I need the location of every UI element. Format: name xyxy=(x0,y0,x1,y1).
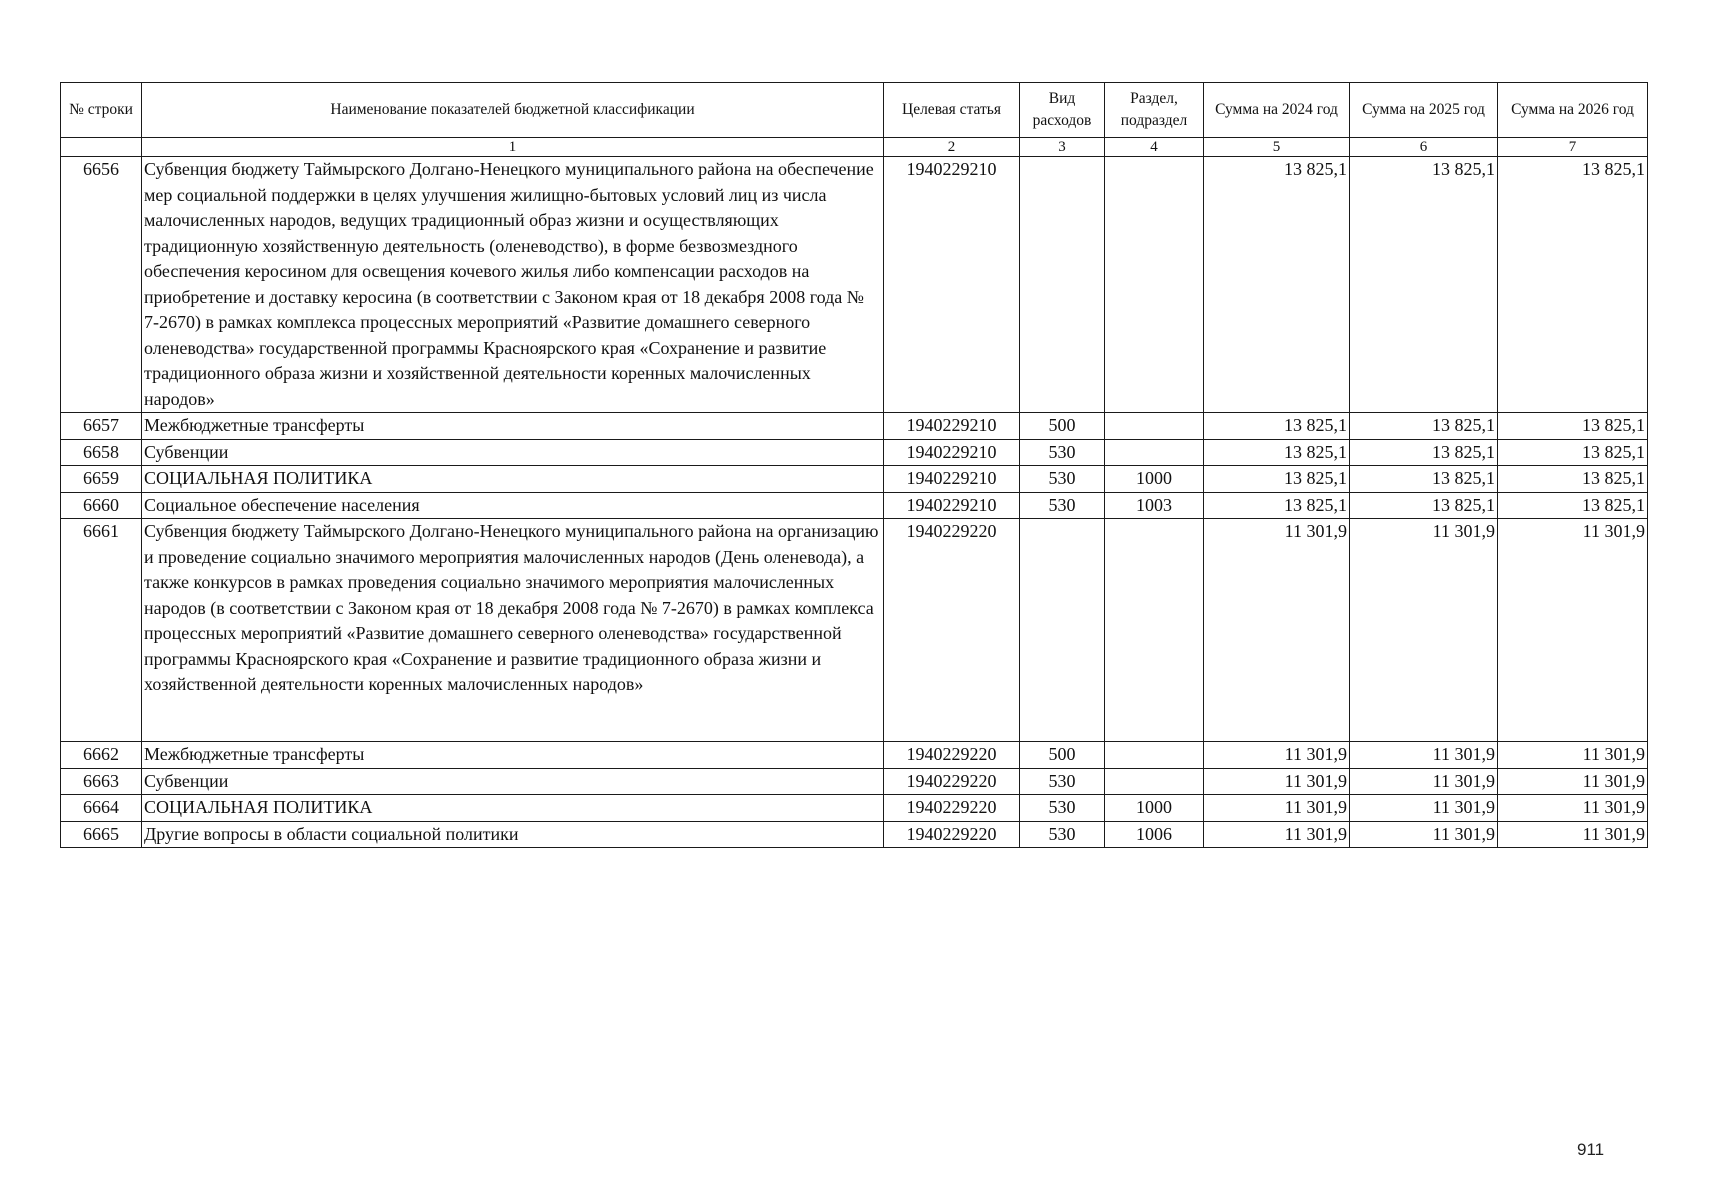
row-sum-2025: 13 825,1 xyxy=(1350,466,1498,493)
row-target: 1940229210 xyxy=(884,466,1020,493)
row-sum-2026: 11 301,9 xyxy=(1498,795,1648,822)
row-sum-2026: 11 301,9 xyxy=(1498,519,1648,742)
row-sum-2026: 13 825,1 xyxy=(1498,466,1648,493)
row-razdel xyxy=(1105,439,1204,466)
row-number: 6660 xyxy=(61,492,142,519)
row-vid: 530 xyxy=(1020,492,1105,519)
header-target: Целевая статья xyxy=(884,83,1020,138)
row-sum-2024: 11 301,9 xyxy=(1204,742,1350,769)
header-vid: Вид расходов xyxy=(1020,83,1105,138)
table-row xyxy=(61,795,1648,822)
row-sum-2024: 11 301,9 xyxy=(1204,768,1350,795)
row-sum-2026: 13 825,1 xyxy=(1498,439,1648,466)
row-sum-2024: 13 825,1 xyxy=(1204,413,1350,440)
column-number-row xyxy=(61,138,1648,157)
row-sum-2024: 11 301,9 xyxy=(1204,519,1350,742)
budget-table xyxy=(60,82,1648,848)
row-number: 6663 xyxy=(61,768,142,795)
row-sum-2024: 11 301,9 xyxy=(1204,821,1350,848)
row-sum-2026: 11 301,9 xyxy=(1498,821,1648,848)
row-sum-2025: 13 825,1 xyxy=(1350,413,1498,440)
column-number: 6 xyxy=(1350,138,1498,157)
row-razdel xyxy=(1105,768,1204,795)
header-row-no: № строки xyxy=(61,83,142,138)
row-target: 1940229210 xyxy=(884,157,1020,413)
row-sum-2024: 11 301,9 xyxy=(1204,795,1350,822)
row-sum-2026: 13 825,1 xyxy=(1498,413,1648,440)
row-number: 6661 xyxy=(61,519,142,742)
row-sum-2025: 11 301,9 xyxy=(1350,742,1498,769)
row-name: Социальное обеспечение населения xyxy=(142,492,884,519)
row-razdel xyxy=(1105,157,1204,413)
row-sum-2025: 11 301,9 xyxy=(1350,519,1498,742)
row-name: Субвенции xyxy=(142,768,884,795)
table-row xyxy=(61,413,1648,440)
row-sum-2026: 13 825,1 xyxy=(1498,157,1648,413)
row-sum-2025: 13 825,1 xyxy=(1350,439,1498,466)
row-target: 1940229220 xyxy=(884,768,1020,795)
row-razdel xyxy=(1105,519,1204,742)
row-sum-2025: 13 825,1 xyxy=(1350,157,1498,413)
table-row xyxy=(61,492,1648,519)
column-number xyxy=(61,138,142,157)
row-name: СОЦИАЛЬНАЯ ПОЛИТИКА xyxy=(142,795,884,822)
table-row xyxy=(61,466,1648,493)
page-number: 911 xyxy=(1577,1140,1605,1159)
row-name: Межбюджетные трансферты xyxy=(142,742,884,769)
row-sum-2024: 13 825,1 xyxy=(1204,439,1350,466)
row-vid: 530 xyxy=(1020,821,1105,848)
table-row xyxy=(61,157,1648,413)
row-vid xyxy=(1020,157,1105,413)
row-name: Другие вопросы в области социальной политики xyxy=(142,821,884,848)
row-sum-2025: 11 301,9 xyxy=(1350,821,1498,848)
row-sum-2026: 13 825,1 xyxy=(1498,492,1648,519)
row-target: 1940229210 xyxy=(884,413,1020,440)
row-vid: 530 xyxy=(1020,795,1105,822)
header-sum-2024: Сумма на 2024 год xyxy=(1204,83,1350,138)
row-razdel: 1003 xyxy=(1105,492,1204,519)
row-target: 1940229220 xyxy=(884,742,1020,769)
column-number: 1 xyxy=(142,138,884,157)
row-sum-2025: 11 301,9 xyxy=(1350,795,1498,822)
table-row xyxy=(61,821,1648,848)
row-razdel xyxy=(1105,742,1204,769)
header-name: Наименование показателей бюджетной классификации xyxy=(142,83,884,138)
row-target: 1940229220 xyxy=(884,821,1020,848)
row-razdel: 1000 xyxy=(1105,466,1204,493)
row-number: 6662 xyxy=(61,742,142,769)
header-razdel: Раздел, подраздел xyxy=(1105,83,1204,138)
row-vid: 530 xyxy=(1020,466,1105,493)
row-sum-2024: 13 825,1 xyxy=(1204,466,1350,493)
row-razdel: 1006 xyxy=(1105,821,1204,848)
row-target: 1940229210 xyxy=(884,492,1020,519)
row-vid: 530 xyxy=(1020,768,1105,795)
header-sum-2026: Сумма на 2026 год xyxy=(1498,83,1648,138)
row-target: 1940229220 xyxy=(884,795,1020,822)
row-sum-2024: 13 825,1 xyxy=(1204,157,1350,413)
table-row xyxy=(61,768,1648,795)
row-razdel xyxy=(1105,413,1204,440)
row-name: СОЦИАЛЬНАЯ ПОЛИТИКА xyxy=(142,466,884,493)
header-sum-2025: Сумма на 2025 год xyxy=(1350,83,1498,138)
table-row xyxy=(61,742,1648,769)
row-vid: 530 xyxy=(1020,439,1105,466)
column-number: 5 xyxy=(1204,138,1350,157)
table-row xyxy=(61,519,1648,742)
table-header-row xyxy=(61,83,1648,138)
column-number: 4 xyxy=(1105,138,1204,157)
row-number: 6658 xyxy=(61,439,142,466)
table-row xyxy=(61,439,1648,466)
row-sum-2026: 11 301,9 xyxy=(1498,742,1648,769)
column-number: 7 xyxy=(1498,138,1648,157)
row-razdel: 1000 xyxy=(1105,795,1204,822)
row-vid: 500 xyxy=(1020,413,1105,440)
row-sum-2025: 13 825,1 xyxy=(1350,492,1498,519)
row-target: 1940229210 xyxy=(884,439,1020,466)
row-name: Межбюджетные трансферты xyxy=(142,413,884,440)
row-target: 1940229220 xyxy=(884,519,1020,742)
row-name: Субвенция бюджету Таймырского Долгано-Ненецкого муниципального района на обеспечение мер социальной поддержки в целях улучшения жилищно-бытовых условий лиц из числа малочисленных народов, ведущих традиционный образ жизни и осуществляющих традиционную хозяйственную деятельность (оленеводство), в форме безвозмездного обеспечения керосином для освещения кочевого жилья либо компенсации расходов на приобретение и доставку керосина (в соответствии с Законом края от 18 декабря 2008 года № 7-2670) в рамках комплекса процессных мероприятий «Развитие домашнего северного оленеводства» государственной программы Красноярского края «Сохранение и развитие традиционного образа жизни и хозяйственной деятельности коренных малочисленных народов» xyxy=(142,157,884,413)
row-name: Субвенция бюджету Таймырского Долгано-Ненецкого муниципального района на организацию и проведение социально значимого мероприятия малочисленных народов (День оленевода), а также конкурсов в рамках проведения социально значимого мероприятия малочисленных народов (в соответствии с Законом края от 18 декабря 2008 года № 7-2670) в рамках комплекса процессных мероприятий «Развитие домашнего северного оленеводства» государственной программы Красноярского края «Сохранение и развитие традиционного образа жизни и хозяйственной деятельности коренных малочисленных народов» xyxy=(142,519,884,742)
row-sum-2024: 13 825,1 xyxy=(1204,492,1350,519)
column-number: 3 xyxy=(1020,138,1105,157)
row-vid xyxy=(1020,519,1105,742)
row-number: 6659 xyxy=(61,466,142,493)
row-number: 6665 xyxy=(61,821,142,848)
row-sum-2026: 11 301,9 xyxy=(1498,768,1648,795)
row-number: 6656 xyxy=(61,157,142,413)
column-number: 2 xyxy=(884,138,1020,157)
row-number: 6657 xyxy=(61,413,142,440)
row-number: 6664 xyxy=(61,795,142,822)
row-sum-2025: 11 301,9 xyxy=(1350,768,1498,795)
row-name: Субвенции xyxy=(142,439,884,466)
row-vid: 500 xyxy=(1020,742,1105,769)
